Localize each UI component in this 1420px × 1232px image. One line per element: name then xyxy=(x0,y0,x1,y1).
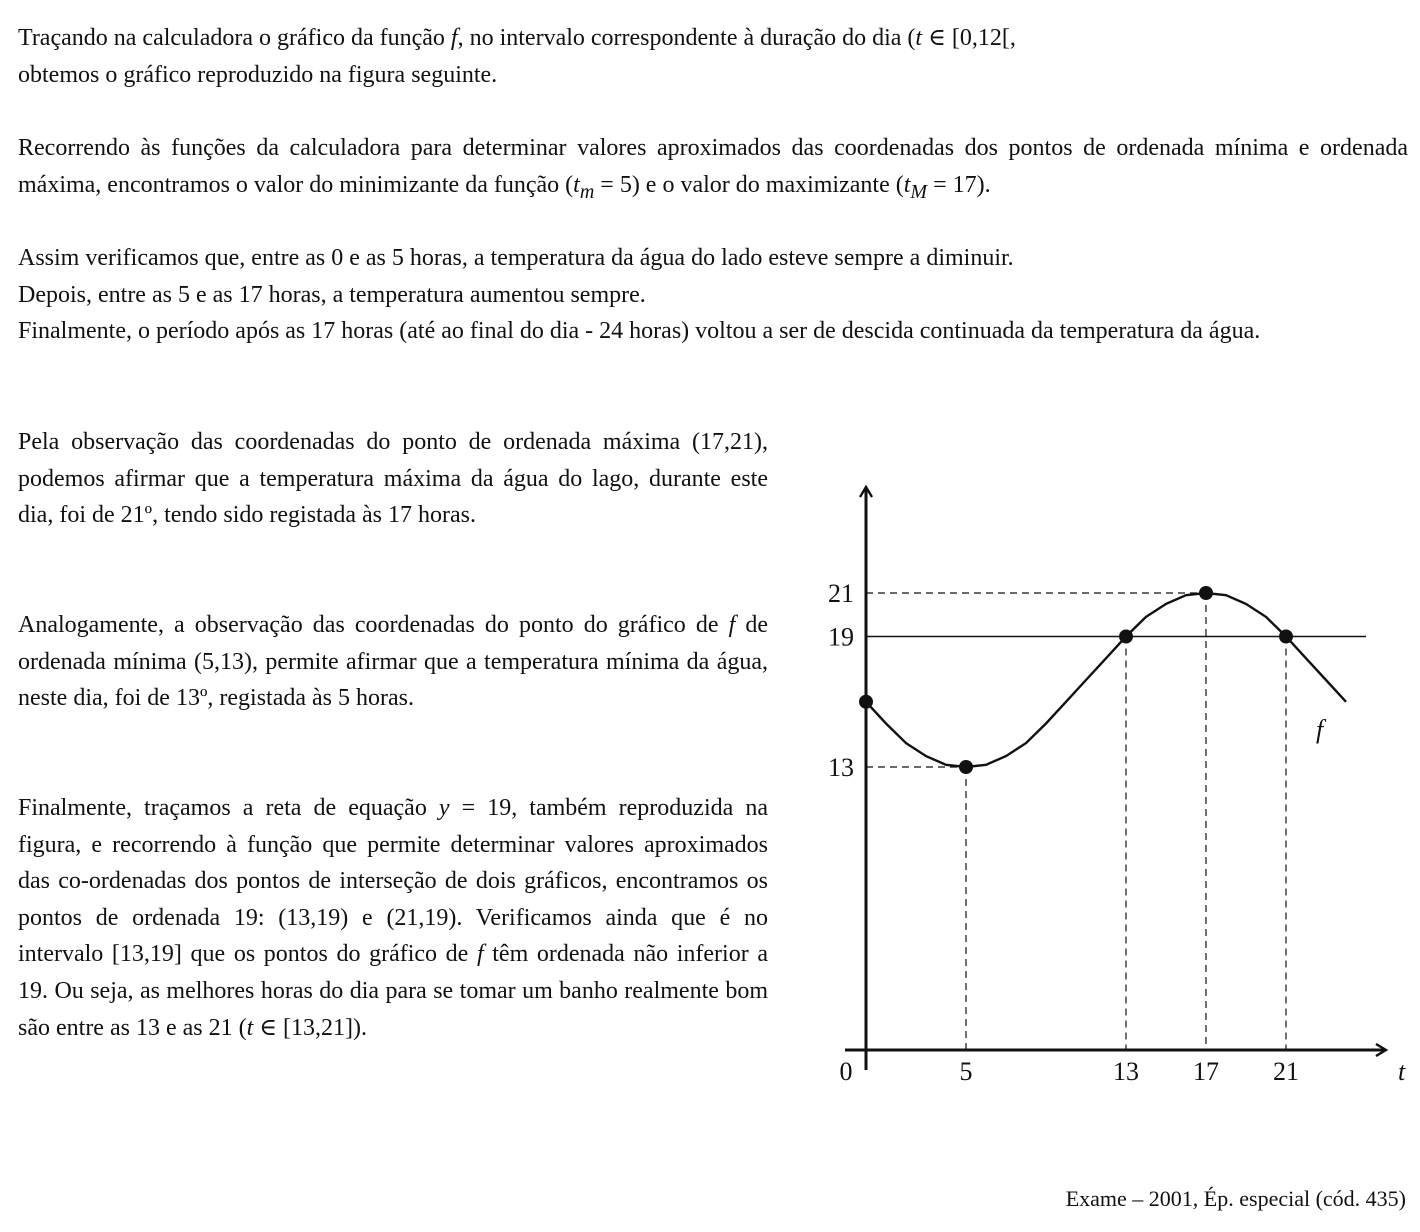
source-citation: Exame – 2001, Ép. especial (cód. 435) xyxy=(1065,1186,1406,1211)
point-0-16 xyxy=(859,695,873,709)
curve-label: f xyxy=(1316,715,1324,744)
x-tick-0: 0 xyxy=(839,1057,853,1086)
point-21-19 xyxy=(1279,630,1293,644)
y-tick-13: 13 xyxy=(828,753,854,782)
guide-lines xyxy=(866,593,1286,1050)
x-tick-5: 5 xyxy=(959,1057,973,1086)
y-tick-21: 21 xyxy=(828,579,854,608)
point-5-13 xyxy=(959,760,973,774)
point-13-19 xyxy=(1119,630,1133,644)
x-tick-21: 21 xyxy=(1273,1057,1299,1086)
x-tick-17: 17 xyxy=(1193,1057,1219,1086)
x-tick-labels xyxy=(840,1057,1300,1086)
paragraph-7: Analogamente, a observação das coordenadas do ponto do gráfico de f de ordenada mínima (5,13), permite afirmar que a temperatura mínima da água, neste dia, foi de 13º, registada às 5 horas. xyxy=(18,612,769,712)
paragraph-4: Depois, entre as 5 e as 17 horas, a temperatura aumentou sempre. xyxy=(18,282,646,308)
x-axis-label: t xyxy=(1398,1057,1406,1086)
paragraph-8: Finalmente, traçamos a reta de equação y = 19, também reproduzida na figura, e recorrendo à função que permite determinar valores aproximados das co-ordenadas dos pontos de interseção de dois gráficos, encontramos os pontos de ordenada 19: (13,19) e (21,19). Verificamos ainda que é no intervalo [13,19] que os pontos do gráfico de f têm ordenada não inferior a 19. Ou seja, as melhores horas do dia para se tomar um banho realmente bom são entre as 13 e as 21 (t ∈ [13,21]). xyxy=(18,795,768,1041)
paragraph-5: Finalmente, o período após as 17 horas (até ao final do dia - 24 horas) voltou a ser de descida continuada da temperatura da água. xyxy=(18,318,1261,344)
paragraph-3: Assim verificamos que, entre as 0 e as 5 horas, a temperatura da água do lado esteve sempre a diminuir. xyxy=(18,245,1014,271)
highlight-points xyxy=(859,586,1293,774)
paragraph-1: Traçando na calculadora o gráfico da função f, no intervalo correspondente à duração do dia (t ∈ [0,12[, obtemos o gráfico reproduzido na figura seguinte. xyxy=(18,25,1016,88)
curve-f xyxy=(866,593,1346,767)
y-tick-labels xyxy=(828,579,854,782)
y-tick-19: 19 xyxy=(828,622,854,652)
x-tick-13: 13 xyxy=(1113,1057,1139,1086)
point-17-21 xyxy=(1199,586,1213,600)
function-graph xyxy=(800,470,1420,1110)
paragraph-6: Pela observação das coordenadas do ponto de ordenada máxima (17,21), podemos afirmar que a temperatura máxima da água do lago, durante este dia, foi de 21º, tendo sido registada às 17 horas. xyxy=(18,429,768,529)
paragraph-2: Recorrendo às funções da calculadora para determinar valores aproximados das coordenadas dos pontos de ordenada mínima e ordenada máxima, encontramos o valor do minimizante da função $(t_m = 5)$ e o valor do maximizante $(t_M = 17)$. xyxy=(18,135,1408,203)
